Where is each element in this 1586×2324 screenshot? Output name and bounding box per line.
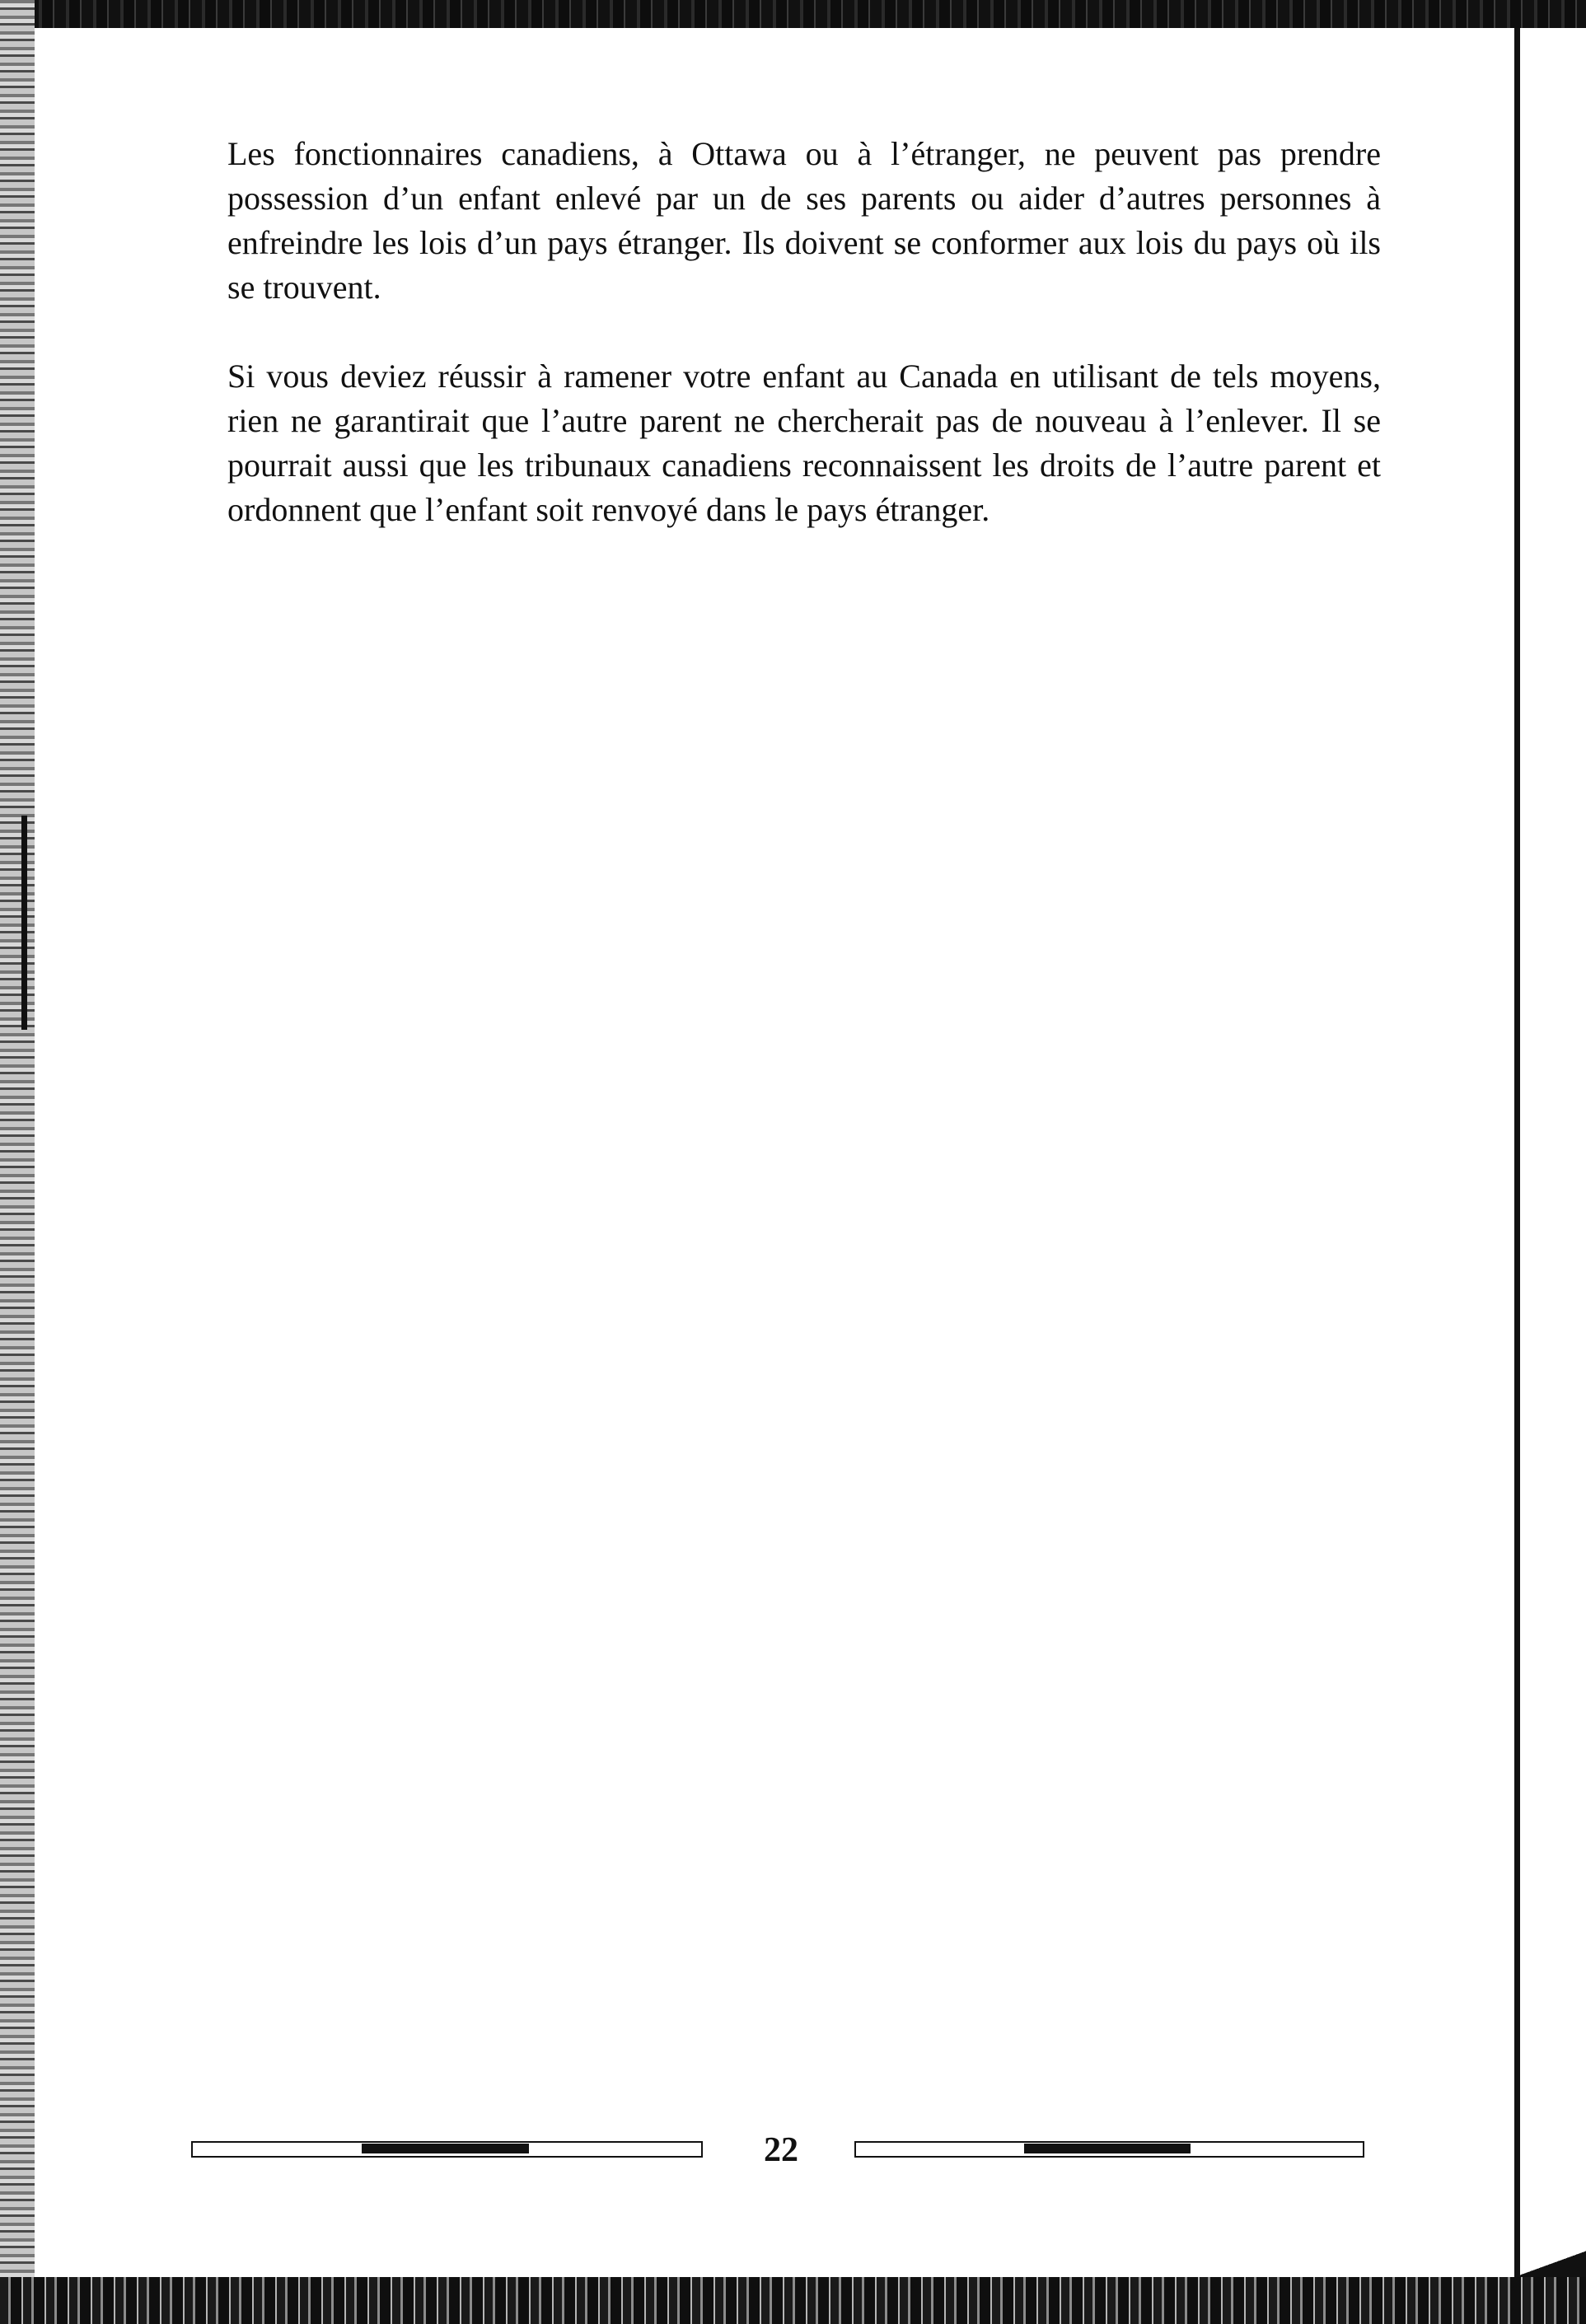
scan-border-bottom (0, 2277, 1586, 2324)
page-edge-right (1514, 28, 1520, 2277)
page-corner-shadow (1520, 2249, 1586, 2277)
scan-binding-mark (21, 816, 27, 1030)
scan-border-top (0, 0, 1586, 28)
footer-rule-left (191, 2141, 703, 2158)
paragraph-2: Si vous deviez réussir à ramener votre enfant au Canada en utilisant de tels moyens, rien ne garantirait que l’autre parent ne chercherait pas de nouveau à l’enlever. Il se pourrait aussi que les tribunaux canadiens reconnaissent les droits de l’autre parent et ordonnent que l’enfant soit renvoyé dans le pays étranger. (227, 358, 1381, 528)
page-number: 22 (764, 2131, 798, 2169)
body-text (227, 132, 1381, 577)
paragraph-1: Les fonctionnaires canadiens, à Ottawa ou à l’étranger, ne peuvent pas prendre possession d’un enfant enlevé par un de ses parents ou aider d’autres personnes à enfreindre les lois d’un pays étranger. Ils doivent se conformer aux lois du pays où ils se trouvent. (227, 135, 1381, 306)
footer-rule-right (854, 2141, 1364, 2158)
scan-border-left (0, 0, 35, 2324)
page-footer (191, 2129, 1364, 2172)
